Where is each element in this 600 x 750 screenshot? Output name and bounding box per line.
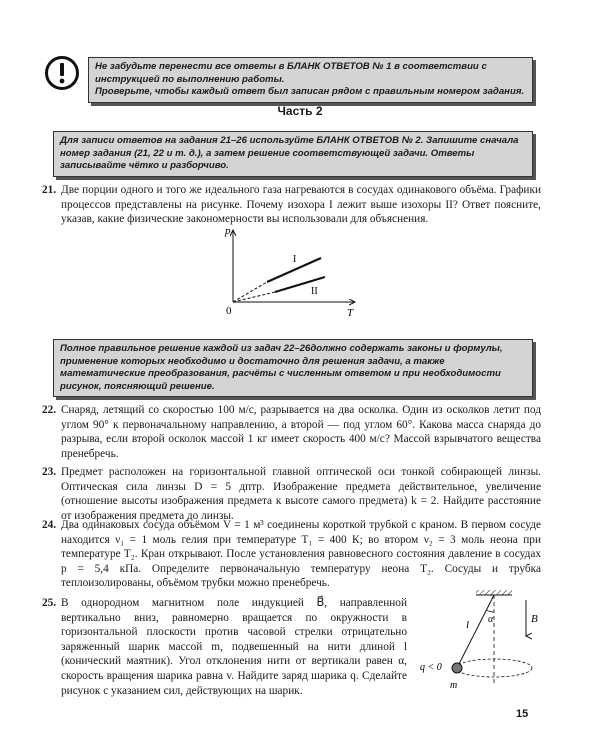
full-solution-box — [53, 339, 533, 397]
charge-label: q < 0 — [420, 662, 442, 673]
isochore-2-dashed — [233, 292, 275, 302]
task-23-number: 23. — [42, 466, 57, 478]
task-22-text: Снаряд, летящий со скоростью 100 м/с, разрывается на два осколка. Один из осколков летит под углом 90° к первоначальному направлению, а второй — под углом 60°. Какова масса снаряда до разрыва, если второй осколок массой 1 кг имеет скорость 400 м/с? Массой взрывчатого вещества пренебречь. — [61, 404, 541, 460]
task-24-text: Два одинаковых сосуда объёмом V = 1 м³ соединены короткой трубкой с краном. В первом сосуде находится ν₁ = 1 моль гелия при температуре T₁ = 400 К; во втором ν₂ = 3 моль неона при температуре T₂. Кран открывают. После установления равновесного состояния давление в сосудах p = 5,4 кПа. Определите первоначальную температуру неона T₂. Сосуды и трубка теплоизолированы, объёмом трубки можно пренебречь. — [61, 519, 541, 590]
mass-label: m — [450, 680, 458, 691]
notice-line-1: Не забудьте перенести все ответы в БЛАНК ОТВЕТОВ № 1 в соответствии с инструкцией по выполнению работы. — [95, 61, 487, 85]
task-24-number: 24. — [42, 519, 57, 531]
part-title: Часть 2 — [277, 104, 323, 118]
origin-label: 0 — [226, 305, 232, 317]
task-25-text: В однородном магнитном поле индукцией B⃗, направленной вертикально вниз, равномерно вращается по окружности в горизонтальной плоскости против часовой стрелки отрицательно заряженный шарик массой m, подвешенный на нити длиной l (конический маятник). Угол отклонения нити от вертикали равен α, скорость вращения шарика равна v. Найдите заряд шарика q. Сделайте рисунок с указанием сил, действующих на шарик. — [61, 597, 407, 697]
instructions-text: Для записи ответов на задания 21–26 используйте БЛАНК ОТВЕТОВ № 2. Запишите сначала номер задания (21, 22 и т. д.), а затем решение соответствующей задачи. Ответы записывайте чётко и разборчиво. — [60, 135, 519, 171]
isochore-graph — [215, 222, 365, 320]
notice-line-2: Проверьте, чтобы каждый ответ был записан рядом с правильным номером задания. — [95, 86, 525, 97]
exclamation-circle-icon — [44, 55, 80, 91]
y-axis-label: p — [225, 225, 231, 237]
charged-ball — [452, 663, 462, 673]
task-21-text: Две порции одного и того же идеального газа нагреваются в сосудах одинакового объёма. Графики процессов представлены на рисунке. Почему изохора I лежит выше изохоры II? Ответ поясните, указав, какие физические закономерности вы использовали для объяснения. — [61, 184, 541, 226]
task-25 — [42, 596, 407, 698]
length-label: l — [466, 619, 470, 631]
angle-label: α — [488, 614, 494, 625]
task-22-number: 22. — [42, 404, 57, 416]
full-solution-text: Полное правильное решение каждой из задач 22–26должно содержать законы и формулы, применение которых необходимо и достаточно для решения задачи, а также математические преобразования, расчёты с численным ответом и при необходимости рисунок, поясняющий решение. — [60, 343, 503, 392]
task-21 — [42, 183, 541, 227]
task-22 — [42, 403, 541, 461]
conical-pendulum-figure — [418, 588, 548, 698]
task-24 — [42, 518, 541, 591]
notice-box — [88, 57, 533, 103]
page-number: 15 — [516, 708, 529, 720]
task-23 — [42, 465, 541, 523]
task-23-text: Предмет расположен на горизонтальной главной оптической оси тонкой собирающей линзы. Оптическая сила линзы D = 5 дптр. Изображение предмета действительное, увеличение (отношение высоты изображения предмета к высоте самого предмета) k = 2. Найдите расстояние от изображения предмета до линзы. — [61, 466, 541, 522]
task-25-number: 25. — [42, 597, 57, 609]
isochore-2-label: II — [311, 286, 318, 297]
field-label: B⃗ — [531, 613, 547, 625]
instructions-box — [53, 131, 533, 177]
isochore-1-label: I — [293, 254, 297, 265]
angle-arc — [487, 610, 495, 612]
task-21-number: 21. — [42, 184, 57, 196]
isochore-1-dashed — [233, 282, 267, 302]
pendulum-string — [458, 595, 494, 666]
ceiling — [476, 590, 512, 595]
x-axis-label: T — [347, 307, 354, 319]
